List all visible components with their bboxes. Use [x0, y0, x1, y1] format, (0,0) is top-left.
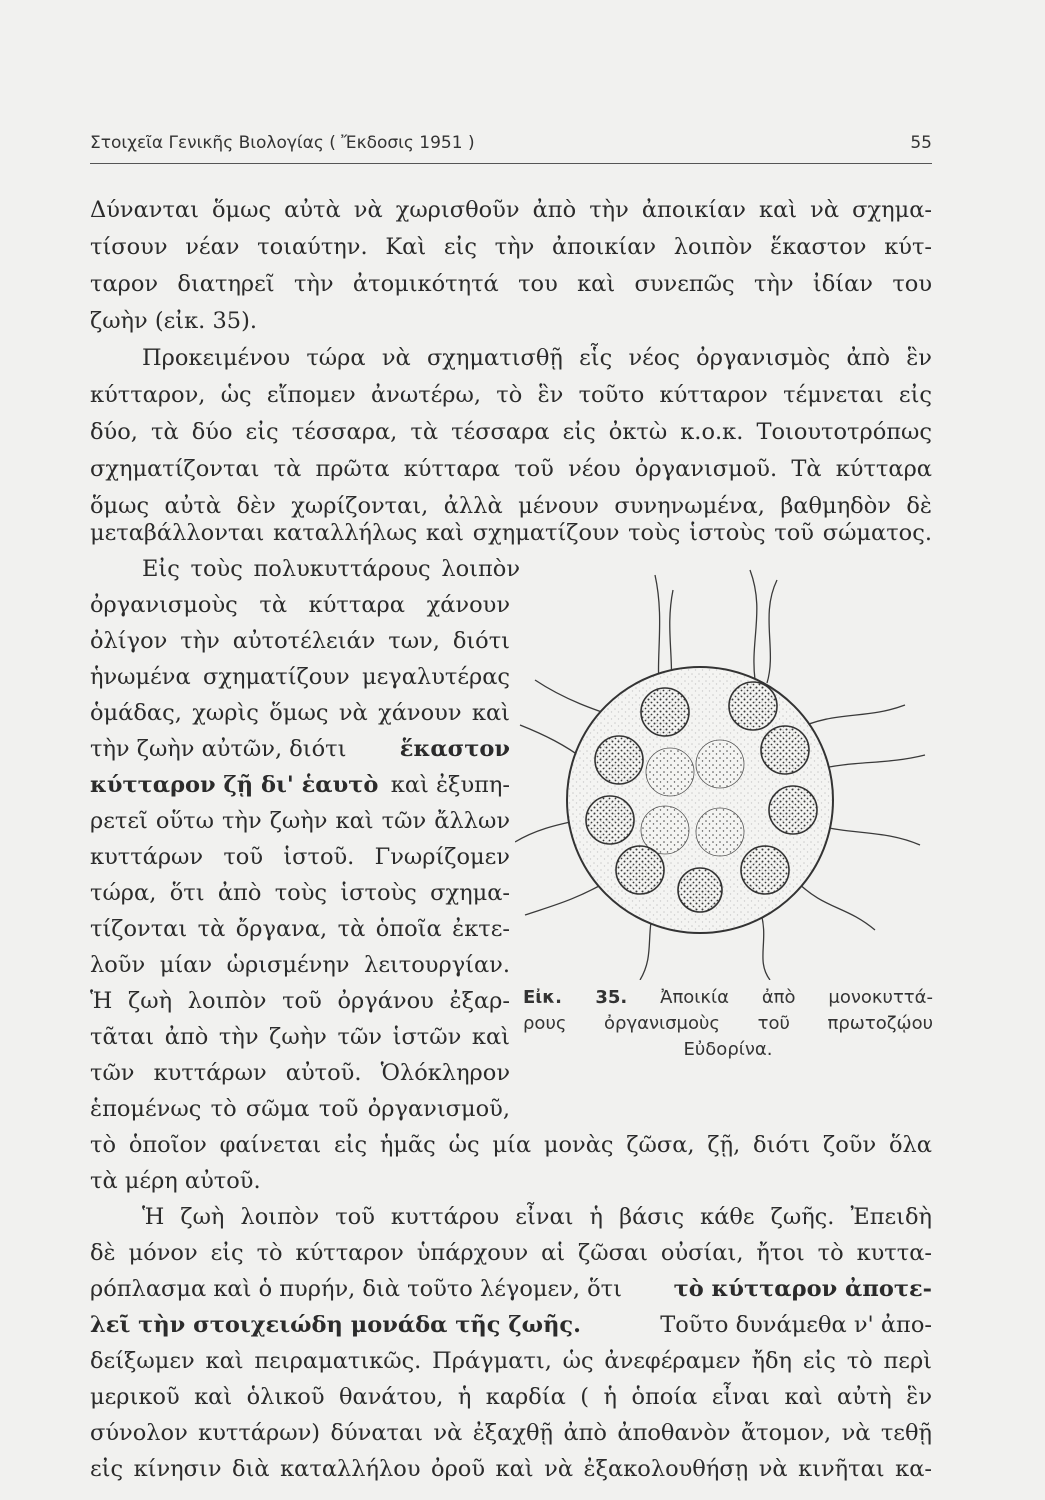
text-line: Προκειμένου τώρα νὰ σχηματισθῇ εἷς νέος ὀργανισμὸς ἀπὸ ἓν: [142, 345, 932, 371]
text-line: ἑπομένως τὸ σῶμα τοῦ ὀργανισμοῦ,: [90, 1096, 510, 1122]
text-line: τώρα, ὅτι ἀπὸ τοὺς ἱστοὺς σχημα-: [90, 880, 510, 906]
text-line: τὸ ὁποῖον φαίνεται εἰς ἡμᾶς ὡς μία μονὰς ζῶσα, ζῇ, διότι ζοῦν ὅλα: [90, 1132, 932, 1158]
text-line: ζωὴν (εἰκ. 35).: [90, 308, 258, 334]
text-line: τὰ μέρη αὐτοῦ.: [90, 1168, 261, 1194]
bold-phrase: λεῖ τὴν στοιχειώδη μονάδα τῆς ζωῆς.: [90, 1312, 581, 1338]
text-line: ρετεῖ οὕτω τὴν ζωὴν καὶ τῶν ἄλλων: [90, 808, 510, 834]
caption-line: [523, 985, 933, 1011]
text-line: μερικοῦ καὶ ὁλικοῦ θανάτου, ἡ καρδία ( ἡ ὁποία εἶναι καὶ αὐτὴ ἓν: [90, 1384, 932, 1410]
text-line: τᾶται ἀπὸ τὴν ζωὴν τῶν ἱστῶν καὶ: [90, 1024, 510, 1050]
figure-caption: [523, 985, 933, 1063]
text-line: τίζονται τὰ ὄργανα, τὰ ὁποῖα ἐκτε-: [90, 916, 510, 942]
text-line: Δύνανται ὅμως αὐτὰ νὰ χωρισθοῦν ἀπὸ τὴν ἀποικίαν καὶ νὰ σχημα-: [90, 197, 932, 223]
text-line: κύτταρον, ὡς εἴπομεν ἀνωτέρω, τὸ ἓν τοῦτο κύτταρον τέμνεται εἰς: [90, 382, 932, 408]
text-line: μεταβάλλονται καταλλήλως καὶ σχηματίζουν τοὺς ἱστοὺς τοῦ σώματος.: [90, 520, 932, 546]
text-line: Εἰς τοὺς πολυκυττάρους λοιπὸν: [142, 556, 520, 582]
text-line: Ἡ ζωὴ λοιπὸν τοῦ ὀργάνου ἐξαρ-: [90, 988, 510, 1014]
text-line: ὁμάδας, χωρὶς ὅμως νὰ χάνουν καὶ: [90, 700, 510, 726]
text-line: τῶν κυττάρων αὐτοῦ. Ὁλόκληρον: [90, 1060, 510, 1086]
caption-line: Εὐδορίνα.: [683, 1039, 773, 1060]
text-line: κυττάρων τοῦ ἱστοῦ. Γνωρίζομεν: [90, 844, 510, 870]
bold-phrase: ἕκαστον: [399, 736, 510, 762]
eudorina-colony-illustration: [515, 560, 935, 980]
bold-phrase: τὸ κύτταρον ἀποτε-: [673, 1276, 932, 1302]
text-line: Ἡ ζωὴ λοιπὸν τοῦ κυττάρου εἶναι ἡ βάσις κάθε ζωῆς. Ἐπειδὴ: [142, 1204, 932, 1230]
caption-text: Ἀποικία ἀπὸ μονοκυττά-: [660, 987, 933, 1008]
text-segment: τὴν ζωὴν αὐτῶν, διότι: [90, 736, 347, 762]
caption-label: Εἰκ. 35.: [523, 987, 628, 1008]
text-line: ἡνωμένα σχηματίζουν μεγαλυτέρας: [90, 664, 510, 690]
text-line: ὀργανισμοὺς τὰ κύτταρα χάνουν: [90, 592, 510, 618]
text-line: [90, 1271, 932, 1307]
caption-line: ρους ὀργανισμοὺς τοῦ πρωτοζῴου: [523, 1013, 933, 1034]
text-line: [90, 767, 510, 803]
text-line: δὲ μόνον εἰς τὸ κύτταρον ὑπάρχουν αἱ ζῶσαι οὐσίαι, ἤτοι τὸ κυττα-: [90, 1240, 932, 1266]
header-title: Στοιχεῖα Γενικῆς Βιολογίας ( Ἔκδοσις 1951 ): [90, 133, 475, 153]
text-line: ταρον διατηρεῖ τὴν ἀτομικότητά του καὶ συνεπῶς τὴν ἰδίαν του: [90, 271, 932, 297]
text-line: δείξωμεν καὶ πειραματικῶς. Πράγματι, ὡς ἀνεφέραμεν ἤδη εἰς τὸ περὶ: [90, 1348, 932, 1374]
text-line: [90, 731, 510, 767]
text-line: σύνολον κυττάρων) δύναται νὰ ἐξαχθῇ ἀπὸ ἀποθανὸν ἄτομον, νὰ τεθῇ: [90, 1420, 932, 1446]
text-line: δύο, τὰ δύο εἰς τέσσαρα, τὰ τέσσαρα εἰς ὀκτὼ κ.ο.κ. Τοιουτοτρόπως: [90, 419, 932, 445]
text-line: λοῦν μίαν ὡρισμένην λειτουργίαν.: [90, 952, 510, 978]
text-line: ὅμως αὐτὰ δὲν χωρίζονται, ἀλλὰ μένουν συνηνωμένα, βαθμηδὸν δὲ: [90, 493, 932, 519]
page-number: 55: [910, 133, 932, 153]
text-line: ὀλίγον τὴν αὐτοτέλειάν των, διότι: [90, 628, 510, 654]
bold-phrase: κύτταρον ζῇ δι' ἑαυτὸ: [90, 772, 379, 798]
text-segment: καὶ ἐξυπη-: [390, 772, 510, 798]
text-segment: Τοῦτο δυνάμεθα ν' ἀπο-: [660, 1312, 932, 1338]
text-line: τίσουν νέαν τοιαύτην. Καὶ εἰς τὴν ἀποικίαν λοιπὸν ἕκαστον κύτ-: [90, 234, 932, 260]
text-line: σχηματίζονται τὰ πρῶτα κύτταρα τοῦ νέου ὀργανισμοῦ. Τὰ κύτταρα: [90, 456, 932, 482]
text-segment: ρόπλασμα καὶ ὁ πυρήν, διὰ τοῦτο λέγομεν, ὅτι: [90, 1276, 622, 1302]
text-line: εἰς κίνησιν διὰ καταλλήλου ὀροῦ καὶ νὰ ἐξακολουθήσῃ νὰ κινῆται κα-: [90, 1456, 932, 1482]
text-line: [90, 1307, 932, 1343]
running-header: [90, 133, 932, 164]
